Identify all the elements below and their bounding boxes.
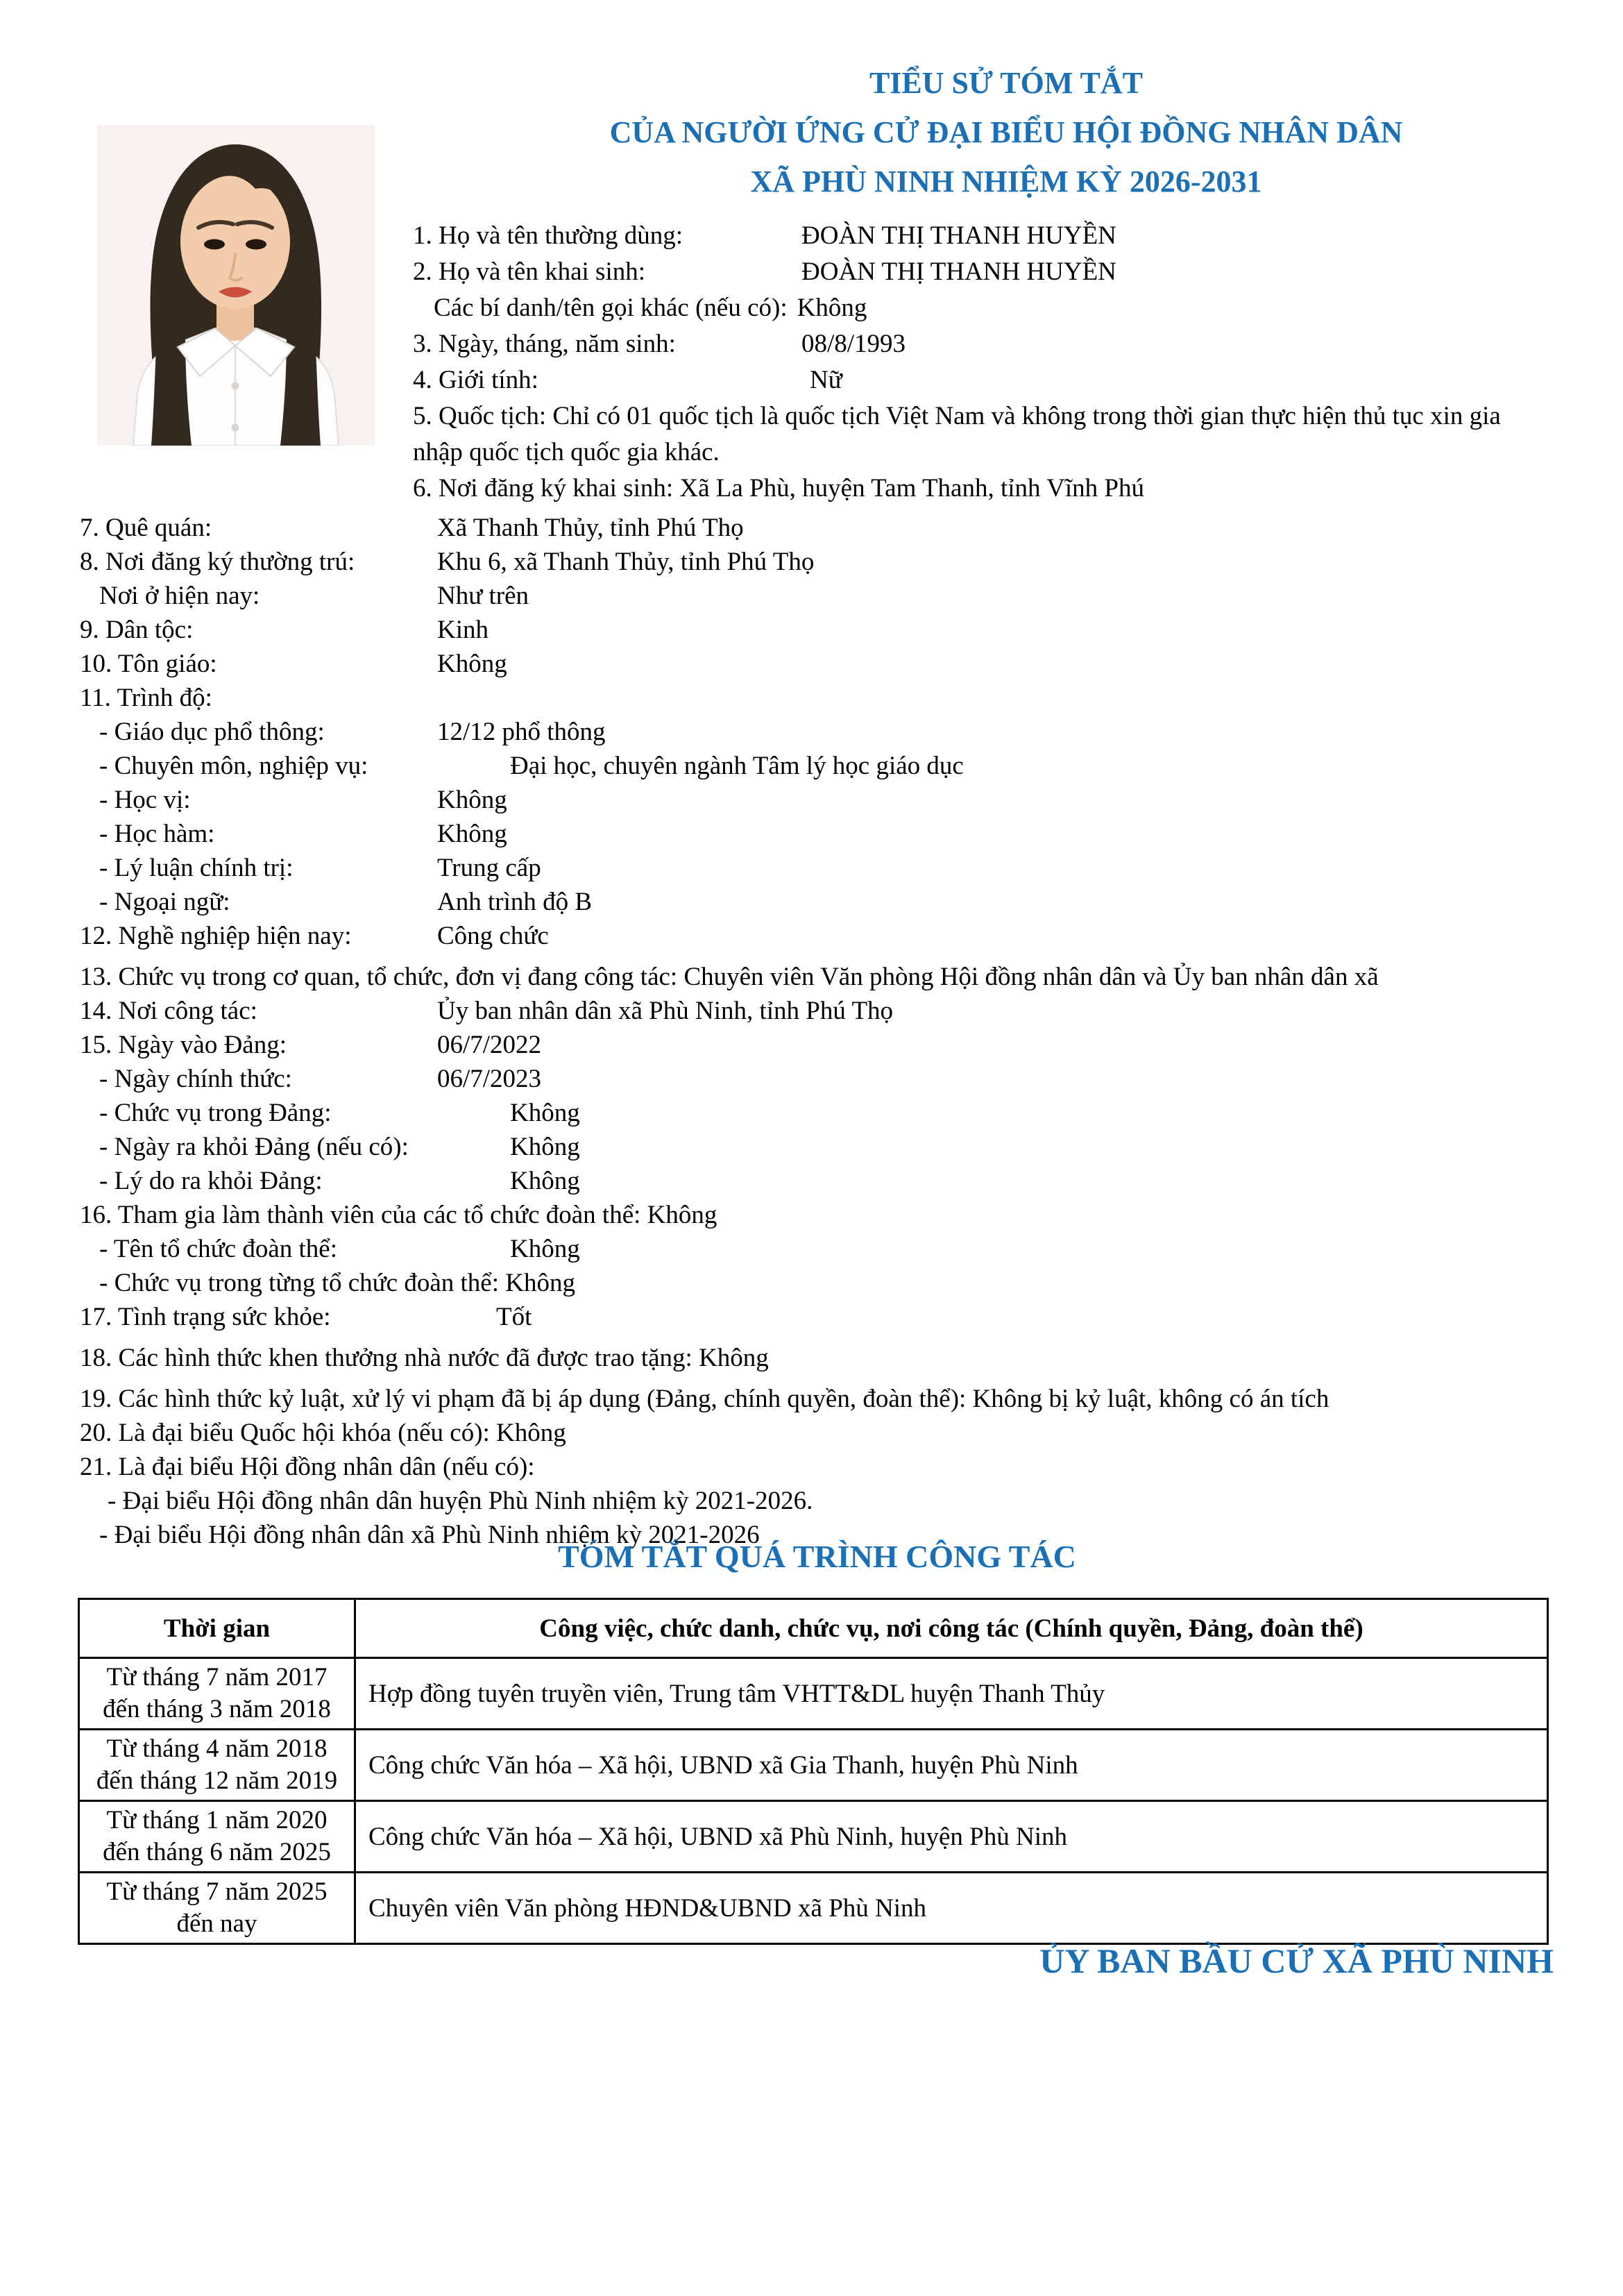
field-value: Không: [510, 1133, 580, 1161]
field-label: Các bí danh/tên gọi khác (nếu có):: [434, 294, 788, 322]
career-period-line: Từ tháng 7 năm 2025: [106, 1877, 328, 1906]
issuing-committee-signature: ỦY BAN BẦU CỬ XÃ PHÙ NINH: [1039, 1941, 1554, 1980]
profile-line: [80, 1266, 1558, 1300]
career-table-row: [79, 1873, 1548, 1944]
field-label: - Lý luận chính trị:: [99, 854, 294, 882]
field-label: - Đại biểu Hội đồng nhân dân xã Phù Ninh nhiệm kỳ 2021-2026: [99, 1521, 760, 1549]
field-label: - Lý do ra khỏi Đảng:: [99, 1167, 323, 1195]
portrait-illustration: [97, 125, 375, 446]
career-period-line: Từ tháng 4 năm 2018: [106, 1734, 328, 1763]
field-label: 6. Nơi đăng ký khai sinh: Xã La Phù, huyện Tam Thanh, tỉnh Vĩnh Phú: [413, 474, 1144, 503]
field-label: 8. Nơi đăng ký thường trú:: [80, 548, 355, 576]
career-desc-cell: Công chức Văn hóa – Xã hội, UBND xã Gia Thanh, huyện Phù Ninh: [355, 1730, 1548, 1801]
profile-line: [80, 885, 1558, 919]
field-value: Anh trình độ B: [437, 888, 593, 916]
field-label: 15. Ngày vào Đảng:: [80, 1031, 287, 1059]
document-title-line-3: XÃ PHÙ NINH NHIỆM KỲ 2026-2031: [750, 164, 1262, 199]
field-label: 20. Là đại biểu Quốc hội khóa (nếu có): Không: [80, 1419, 566, 1447]
career-period-cell: [79, 1801, 355, 1873]
field-label: 17. Tình trạng sức khỏe:: [80, 1303, 331, 1331]
profile-line: [80, 1450, 1558, 1484]
profile-line: [80, 960, 1558, 994]
career-period-line: đến nay: [176, 1909, 257, 1938]
profile-line: [80, 1062, 1558, 1096]
career-table-header-time: Thời gian: [79, 1599, 355, 1658]
field-label: - Học hàm:: [99, 820, 215, 848]
field-label: 1. Họ và tên thường dùng:: [413, 221, 683, 250]
field-label: 5. Quốc tịch: Chỉ có 01 quốc tịch là quốc tịch Việt Nam và không trong thời gian thực hiện thủ tục xin gia nhập quốc tịch quốc gia khác.: [413, 402, 1501, 466]
field-label: Nơi ở hiện nay:: [99, 582, 260, 610]
candidate-portrait-photo: [97, 125, 375, 446]
field-value: Không: [437, 820, 507, 848]
field-label: 16. Tham gia làm thành viên của các tổ chức đoàn thể: Không: [80, 1201, 717, 1229]
profile-line: [80, 851, 1558, 885]
field-value: Khu 6, xã Thanh Thủy, tỉnh Phú Thọ: [437, 548, 815, 576]
field-value: Như trên: [437, 582, 529, 610]
field-value: Không: [510, 1099, 580, 1127]
profile-line: [413, 254, 1554, 290]
career-history-table: [78, 1598, 1549, 1945]
profile-line: [80, 1416, 1558, 1450]
profile-line: [80, 919, 1558, 953]
profile-line: [413, 362, 1554, 398]
field-label: 4. Giới tính:: [413, 366, 538, 394]
profile-line: [80, 1028, 1558, 1062]
field-value: ĐOÀN THỊ THANH HUYỀN: [801, 221, 1116, 250]
profile-line: [80, 647, 1558, 681]
profile-line: [413, 326, 1554, 362]
profile-line: [80, 1164, 1558, 1198]
field-value: Không: [437, 650, 507, 678]
career-period-cell: [79, 1658, 355, 1730]
field-label: - Tên tổ chức đoàn thể:: [99, 1235, 338, 1263]
field-label: 3. Ngày, tháng, năm sinh:: [413, 330, 676, 358]
profile-line: [80, 1130, 1558, 1164]
profile-line: [80, 1484, 1558, 1518]
career-period-line: đến tháng 3 năm 2018: [103, 1695, 331, 1723]
career-period-line: Từ tháng 1 năm 2020: [106, 1806, 328, 1834]
profile-line: [80, 1232, 1558, 1266]
profile-line: [80, 994, 1558, 1028]
career-period-cell: [79, 1730, 355, 1801]
field-value: Công chức: [437, 922, 549, 950]
field-value: Ủy ban nhân dân xã Phù Ninh, tỉnh Phú Thọ: [437, 997, 894, 1025]
field-value: 08/8/1993: [801, 330, 906, 358]
profile-line: [80, 613, 1558, 647]
field-label: - Ngoại ngữ:: [99, 888, 230, 916]
field-label: - Chuyên môn, nghiệp vụ:: [99, 752, 368, 780]
field-label: 14. Nơi công tác:: [80, 997, 257, 1025]
field-value: Không: [510, 1235, 580, 1263]
career-desc-cell: Chuyên viên Văn phòng HĐND&UBND xã Phù Ninh: [355, 1873, 1548, 1944]
career-section-heading: TÓM TẮT QUÁ TRÌNH CÔNG TÁC: [558, 1539, 1076, 1574]
profile-line: [80, 681, 1558, 715]
career-table-header-row: [79, 1599, 1548, 1658]
career-table-row: [79, 1658, 1548, 1730]
document-title-line-2: CỦA NGƯỜI ỨNG CỬ ĐẠI BIỂU HỘI ĐỒNG NHÂN DÂN: [609, 115, 1403, 149]
profile-line: [80, 579, 1558, 613]
profile-line: [80, 1300, 1558, 1334]
field-value: Nữ: [810, 366, 842, 394]
field-value: Không: [437, 786, 507, 814]
profile-fields-full-width: [80, 511, 1558, 1552]
field-label: 7. Quê quán:: [80, 514, 212, 542]
field-value: Không: [510, 1167, 580, 1195]
profile-line: [80, 715, 1558, 749]
career-period-line: đến tháng 12 năm 2019: [96, 1766, 338, 1795]
field-label: 12. Nghề nghiệp hiện nay:: [80, 922, 352, 950]
career-period-line: Từ tháng 7 năm 2017: [106, 1663, 328, 1691]
field-value: Xã Thanh Thủy, tỉnh Phú Thọ: [437, 514, 744, 542]
profile-fields-beside-photo: [413, 218, 1554, 507]
document-title-line-1: TIỂU SỬ TÓM TẮT: [869, 66, 1144, 100]
field-label: - Học vị:: [99, 786, 191, 814]
profile-line: [80, 1382, 1558, 1416]
field-label: - Ngày ra khỏi Đảng (nếu có):: [99, 1133, 409, 1161]
field-label: 2. Họ và tên khai sinh:: [413, 258, 646, 286]
field-value: Không: [797, 294, 867, 322]
profile-line: [80, 783, 1558, 817]
field-value: 06/7/2023: [437, 1065, 542, 1093]
field-label: 21. Là đại biểu Hội đồng nhân dân (nếu có):: [80, 1453, 535, 1481]
field-value: ĐOÀN THỊ THANH HUYỀN: [801, 258, 1116, 286]
field-label: 11. Trình độ:: [80, 684, 212, 712]
field-label: 18. Các hình thức khen thưởng nhà nước đã được trao tặng: Không: [80, 1344, 769, 1372]
career-table-header-desc: Công việc, chức danh, chức vụ, nơi công tác (Chính quyền, Đảng, đoàn thể): [355, 1599, 1548, 1658]
profile-line: [80, 1198, 1558, 1232]
field-label: - Giáo dục phổ thông:: [99, 718, 325, 746]
field-label: - Chức vụ trong Đảng:: [99, 1099, 332, 1127]
career-desc-cell: Công chức Văn hóa – Xã hội, UBND xã Phù Ninh, huyện Phù Ninh: [355, 1801, 1548, 1873]
career-desc-cell: Hợp đồng tuyên truyền viên, Trung tâm VHTT&DL huyện Thanh Thủy: [355, 1658, 1548, 1730]
profile-line: [80, 545, 1558, 579]
field-label: 10. Tôn giáo:: [80, 650, 217, 678]
profile-line: [413, 290, 1554, 326]
profile-line: [80, 1341, 1558, 1375]
field-value: Trung cấp: [437, 854, 541, 882]
career-period-cell: [79, 1873, 355, 1944]
career-table-row: [79, 1730, 1548, 1801]
profile-line: [80, 817, 1558, 851]
field-value: 06/7/2022: [437, 1031, 542, 1059]
field-value: 12/12 phổ thông: [437, 718, 606, 746]
profile-line: [413, 471, 1554, 507]
field-label: - Đại biểu Hội đồng nhân dân huyện Phù Ninh nhiệm kỳ 2021-2026.: [108, 1487, 813, 1515]
field-label: - Chức vụ trong từng tổ chức đoàn thể: Không: [99, 1269, 575, 1297]
career-period-line: đến tháng 6 năm 2025: [103, 1838, 331, 1866]
profile-line: [80, 749, 1558, 783]
profile-line: [80, 1096, 1558, 1130]
field-label: 9. Dân tộc:: [80, 616, 194, 644]
document-title: [444, 58, 1568, 206]
profile-line: [80, 511, 1558, 545]
field-label: - Ngày chính thức:: [99, 1065, 292, 1093]
field-value: Đại học, chuyên ngành Tâm lý học giáo dục: [510, 752, 964, 780]
field-value: Tốt: [496, 1303, 532, 1331]
field-value: Kinh: [437, 616, 488, 644]
field-label: 19. Các hình thức kỷ luật, xử lý vi phạm đã bị áp dụng (Đảng, chính quyền, đoàn thể): Không bị kỷ luật, không có án tích: [80, 1385, 1329, 1413]
profile-line: [413, 218, 1554, 254]
profile-line: [413, 398, 1554, 471]
field-label: 13. Chức vụ trong cơ quan, tổ chức, đơn vị đang công tác: Chuyên viên Văn phòng Hội đồng nhân dân và Ủy ban nhân dân xã: [80, 963, 1379, 991]
career-table-row: [79, 1801, 1548, 1873]
